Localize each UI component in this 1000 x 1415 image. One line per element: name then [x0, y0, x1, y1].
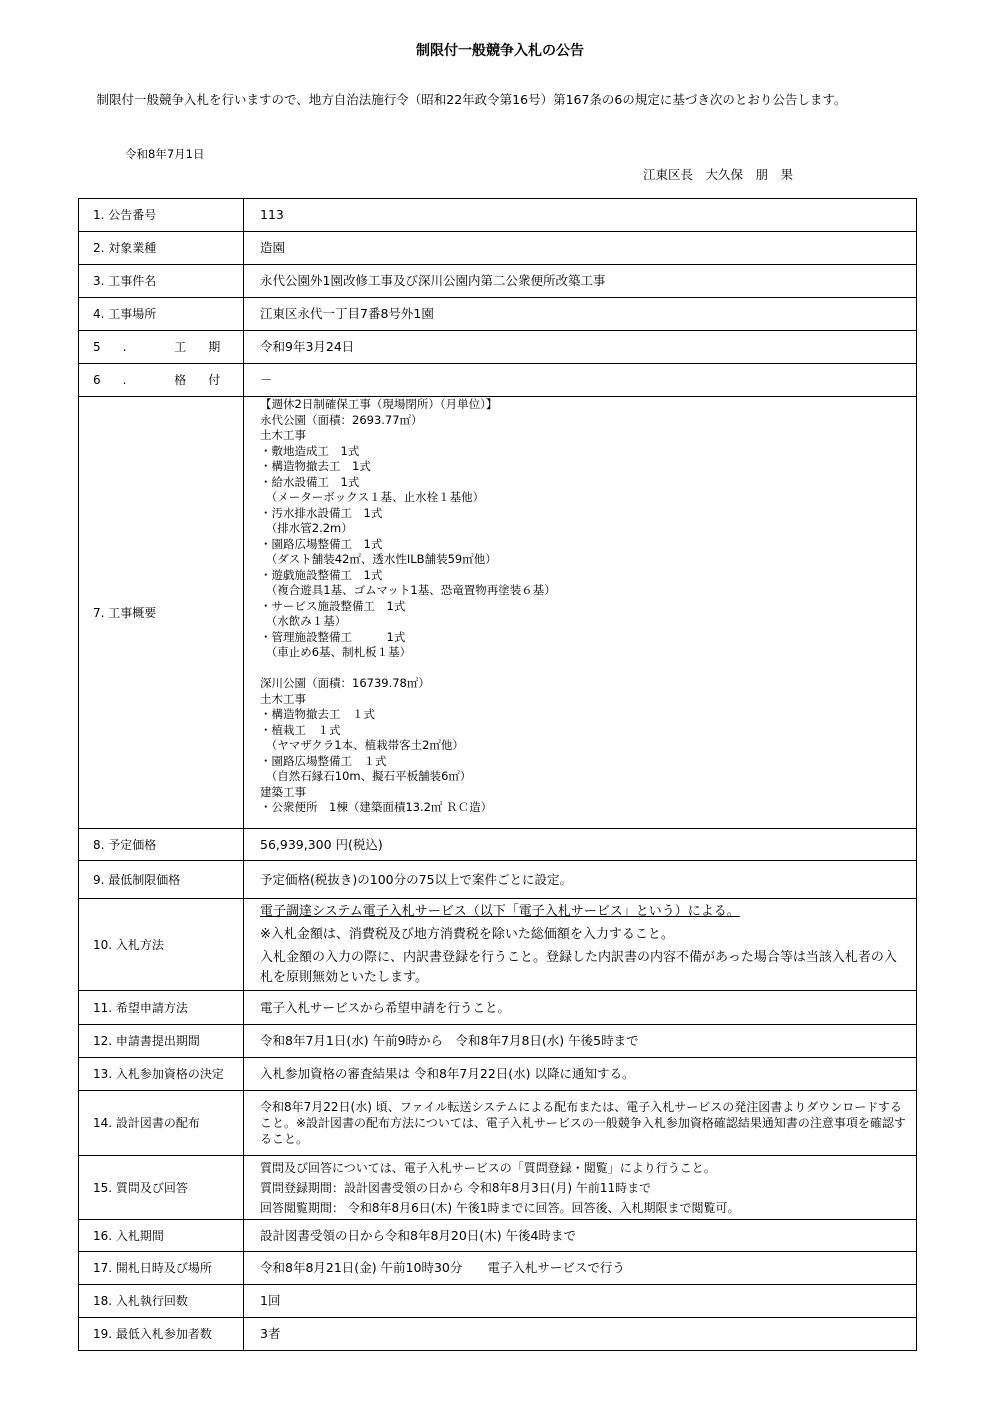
- work-summary-line: （自然石縁石10m、擬石平板舗装6㎡）: [260, 769, 472, 783]
- table-row: [79, 991, 917, 1025]
- table-row: [79, 1156, 917, 1220]
- table-row: [79, 364, 917, 397]
- table-row: [79, 1318, 917, 1351]
- row-label: 7. 工事概要: [79, 397, 244, 829]
- table-row: [79, 298, 917, 331]
- work-summary-line: ・植栽工 １式: [260, 722, 341, 737]
- bidding-method-line: 電子調達システム電子入札サービス（以下「電子入札サービス」という）による。: [260, 903, 740, 919]
- row-label: 14. 設計図書の配布: [79, 1091, 244, 1156]
- work-summary-line: ・構造物撤去工 1式: [260, 459, 371, 473]
- construction-period: 令和9年3月24日: [244, 331, 917, 364]
- table-row: [79, 861, 917, 899]
- eligibility-decision: 入札参加資格の審査結果は 令和8年7月22日(水) 以降に通知する。: [244, 1058, 917, 1091]
- application-period: 令和8年7月1日(水) 午前9時から 令和8年7月8日(水) 午後5時まで: [244, 1025, 917, 1058]
- notice-table: [78, 198, 917, 1351]
- table-row: [79, 899, 917, 991]
- page-title: 制限付一般競争入札の公告: [416, 43, 584, 59]
- table-row: [79, 1025, 917, 1058]
- bidding-method-line: 入札金額の入力の際に、内訳書登録を行うこと。登録した内訳書の内容不備があった場合等は当該入札者の入札を原則無効といたします。: [260, 949, 897, 985]
- bid-rounds: 1回: [244, 1285, 917, 1318]
- rating: －: [244, 364, 917, 397]
- bidding-method: [244, 899, 917, 991]
- work-summary-line: ・公衆便所 1棟（建築面積13.2㎡ ＲＣ造）: [260, 800, 493, 814]
- qa-line: 質問及び回答については、電子入札サービスの「質問登録・閲覧」により行うこと。: [260, 1160, 716, 1175]
- row-label: 11. 希望申請方法: [79, 991, 244, 1025]
- industry: 造園: [244, 232, 917, 265]
- bidding-period: 設計図書受領の日から令和8年8月20日(木) 午後4時まで: [244, 1220, 917, 1252]
- work-summary-line: [260, 661, 916, 677]
- row-label: 8. 予定価格: [79, 829, 244, 861]
- row-label: 4. 工事場所: [79, 298, 244, 331]
- work-summary-line: （水飲み１基）: [260, 614, 347, 628]
- work-summary-line: 建築工事: [260, 784, 306, 799]
- work-summary-line: （複合遊具1基、ゴムマット1基、恐竜置物再塗装６基）: [260, 583, 556, 597]
- questions-answers: [244, 1156, 917, 1220]
- qa-line: 質問登録期間：設計図書受領の日から 令和8年8月3日(月) 午前11時まで: [260, 1180, 652, 1195]
- project-location: 江東区永代一丁目7番8号外1園: [244, 298, 917, 331]
- work-summary-line: 深川公園（面積：16739.78㎡）: [260, 676, 430, 690]
- work-summary-line: 永代公園（面積：2693.77㎡）: [260, 412, 423, 427]
- qa-line: 回答閲覧期間： 令和8年8月6日(木) 午後1時までに回答。回答後、入札期限まで閲覧可。: [260, 1200, 740, 1215]
- work-summary-line: （車止め6基、制札板１基）: [260, 645, 412, 659]
- work-summary-line: （ダスト舗装42㎡、透水性ILB舗装59㎡他）: [260, 552, 497, 566]
- minimum-price: 予定価格(税抜き)の100分の75以上で案件ごとに設定。: [244, 861, 917, 899]
- opening-date-place: 令和8年8月21日(金) 午前10時30分 電子入札サービスで行う: [244, 1252, 917, 1285]
- project-name: 永代公園外1園改修工事及び深川公園内第二公衆便所改築工事: [244, 265, 917, 298]
- row-label-part: 期: [208, 340, 221, 354]
- work-summary-line: ・汚水排水設備工 1式: [260, 505, 383, 520]
- work-summary-line: 土木工事: [260, 428, 306, 442]
- table-row: [79, 232, 917, 265]
- table-row: [79, 265, 917, 298]
- row-label: [79, 331, 244, 364]
- table-row: [79, 1091, 917, 1156]
- table-row: [79, 331, 917, 364]
- work-summary-line: （メーターボックス１基、止水栓１基他）: [260, 490, 485, 504]
- work-summary-line: ・給水設備工 1式: [260, 474, 360, 489]
- design-docs-text: 令和8年7月22日(水) 頃、ファイル転送システムによる配布または、電子入札サービスの発注図書よりダウンロードすること。※設計図書の配布方法については、電子入札サービスの一般競争入札参加資格確認結果通知書の注意事項を確認すること。: [260, 1100, 906, 1146]
- table-row: [79, 829, 917, 861]
- row-label: 10. 入札方法: [79, 899, 244, 991]
- table-row: [79, 1058, 917, 1091]
- row-label: 17. 開札日時及び場所: [79, 1252, 244, 1285]
- design-docs-distribution: [244, 1091, 917, 1156]
- work-summary-line: 【週休2日制確保工事（現場閉所）（月単位）】: [260, 397, 498, 411]
- table-row: [79, 1285, 917, 1318]
- row-label: 18. 入札執行回数: [79, 1285, 244, 1318]
- intro-paragraph: 制限付一般競争入札を行いますので、地方自治法施行令（昭和22年政令第16号）第167条の6の規定に基づき次のとおり公告します。: [84, 92, 847, 107]
- application-method: 電子入札サービスから希望申請を行うこと。: [244, 991, 917, 1025]
- row-label: [79, 364, 244, 397]
- row-label: 19. 最低入札参加者数: [79, 1318, 244, 1351]
- table-row: [79, 397, 917, 829]
- min-bidders: 3者: [244, 1318, 917, 1351]
- work-summary-line: ・園路広場整備工 1式: [260, 536, 383, 551]
- table-row: [79, 199, 917, 232]
- work-summary-line: ・敷地造成工 1式: [260, 443, 360, 458]
- row-label: 16. 入札期間: [79, 1220, 244, 1252]
- work-summary-line: ・園路広場整備工 １式: [260, 753, 387, 768]
- bidding-method-line: ※入札金額は、消費税及び地方消費税を除いた総価額を入力すること。: [260, 926, 674, 942]
- signer: 江東区長 大久保 朋 果: [643, 167, 794, 182]
- row-label: 3. 工事件名: [79, 265, 244, 298]
- row-label: 12. 申請書提出期間: [79, 1025, 244, 1058]
- work-summary: [244, 397, 917, 829]
- row-label: 9. 最低制限価格: [79, 861, 244, 899]
- table-row: [79, 1220, 917, 1252]
- row-label-part: 5. 工: [93, 340, 209, 354]
- work-summary-line: ・サービス施設整備工 1式: [260, 598, 406, 613]
- row-label-part: 6. 格: [93, 373, 209, 387]
- work-summary-line: ・構造物撤去工 １式: [260, 707, 375, 721]
- work-summary-lines: [260, 397, 916, 816]
- row-label: 2. 対象業種: [79, 232, 244, 265]
- row-label: 15. 質問及び回答: [79, 1156, 244, 1220]
- work-summary-line: ・管理施設整備工 1式: [260, 629, 406, 644]
- work-summary-line: ・遊戯施設整備工 1式: [260, 567, 383, 582]
- notice-date: 令和8年7月1日: [125, 147, 205, 161]
- table-row: [79, 1252, 917, 1285]
- work-summary-line: 土木工事: [260, 691, 306, 706]
- row-label: 1. 公告番号: [79, 199, 244, 232]
- estimated-price: 56,939,300 円(税込): [244, 829, 917, 861]
- work-summary-line: （排水管2.2m）: [260, 521, 353, 535]
- notice-number: 113: [244, 199, 917, 232]
- row-label: 13. 入札参加資格の決定: [79, 1058, 244, 1091]
- work-summary-line: （ヤマザクラ1本、植栽帯客土2㎡他）: [260, 738, 464, 752]
- row-label-part: 付: [208, 373, 221, 387]
